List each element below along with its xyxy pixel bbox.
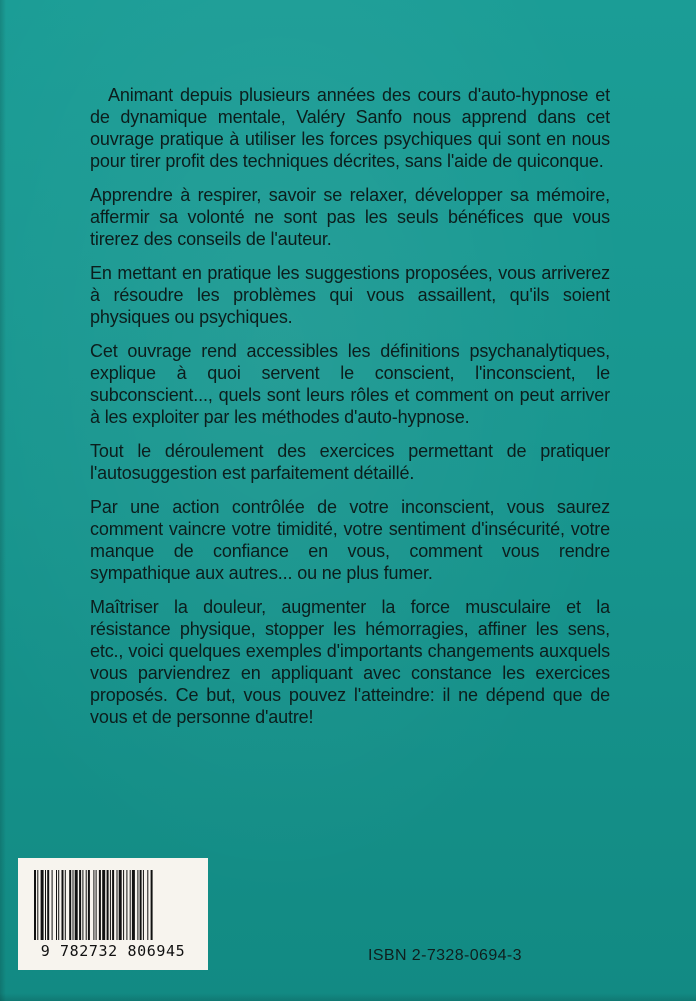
barcode-bar: [112, 870, 114, 940]
barcode-bar: [117, 870, 118, 940]
barcode-bar: [93, 870, 94, 940]
barcode-bar: [62, 870, 64, 940]
left-edge-shadow: [0, 0, 6, 1001]
barcode-bar: [75, 870, 78, 940]
barcode-bar: [137, 870, 138, 940]
barcode-bar: [126, 870, 127, 940]
barcode-bar: [107, 870, 109, 940]
barcode-bar: [82, 870, 83, 940]
barcode-bar: [73, 870, 74, 940]
blurb-paragraph-5: Tout le déroulement des exercices permettant de pratiquer l'autosuggestion est parfaitement détaillé.: [90, 441, 610, 483]
blurb-paragraph-3: En mettant en pratique les suggestions proposées, vous arriverez à résoudre les problèmes qui vous assaillent, qu'ils soient physiques ou psychiques.: [90, 263, 610, 327]
barcode-bars: [32, 870, 194, 942]
barcode-bar: [86, 870, 87, 940]
blurb-text: [90, 84, 610, 740]
barcode-bar: [58, 870, 59, 940]
barcode-bar: [130, 870, 131, 940]
bottom-edge-shadow: [0, 993, 696, 1001]
barcode-bar: [79, 870, 81, 940]
barcode-number: 9 782732 806945: [40, 942, 186, 960]
barcode-bar: [88, 870, 90, 940]
barcode-bar: [47, 870, 49, 940]
barcode-bar: [37, 870, 38, 940]
barcode: [18, 858, 208, 970]
blurb-paragraph-6: Par une action contrôlée de votre inconscient, vous saurez comment vaincre votre timidité, votre sentiment d'insécurité, votre manque de confiance en vous, comment vous rendre sympathique aux autres... ou ne plus fumer.: [90, 497, 610, 583]
barcode-bar: [65, 870, 66, 940]
barcode-bar: [147, 870, 148, 940]
barcode-bar: [110, 870, 111, 940]
blurb-paragraph-4: Cet ouvrage rend accessibles les définitions psychanalytiques, explique à quoi servent le conscient, l'inconscient, le subconscient..., quels sont leurs rôles et comment on peut arriver à les exploiter par les méthodes d'auto-hypnose.: [90, 341, 610, 427]
isbn-label: ISBN 2-7328-0694-3: [368, 947, 522, 964]
barcode-bar: [56, 870, 57, 940]
barcode-bar: [52, 870, 53, 940]
barcode-bar: [123, 870, 124, 940]
barcode-bar: [96, 870, 97, 940]
barcode-bar: [34, 870, 36, 940]
barcode-bar: [143, 870, 144, 940]
barcode-bar: [99, 870, 101, 940]
blurb-paragraph-7: Maîtriser la douleur, augmenter la force musculaire et la résistance physique, stopper les hémorragies, affiner les sens, etc., voici quelques exemples d'importants changements auxquels vous parviendrez en appliquant avec constance les exercices proposés. Ce but, vous pouvez l'atteindre: il ne dépend que de vous et de personne d'autre!: [90, 597, 610, 727]
blurb-paragraph-1: Animant depuis plusieurs années des cours d'auto-hypnose et de dynamique mentale, Valéry Sanfo nous apprend dans cet ouvrage pratique à utiliser les forces psychiques qui sont en nous pour tirer profit des techniques décrites, sans l'aide de quiconque.: [90, 85, 610, 171]
barcode-bar: [132, 870, 135, 940]
barcode-bar: [102, 870, 105, 940]
barcode-bar: [69, 870, 71, 940]
barcode-bar: [151, 870, 153, 940]
barcode-bar: [45, 870, 46, 940]
blurb-paragraph-2: Apprendre à respirer, savoir se relaxer, développer sa mémoire, affermir sa volonté ne sont pas les seuls bénéfices que vous tirerez des conseils de l'auteur.: [90, 185, 610, 249]
barcode-bar: [119, 870, 122, 940]
barcode-bar: [140, 870, 142, 940]
barcode-bar: [41, 870, 44, 940]
